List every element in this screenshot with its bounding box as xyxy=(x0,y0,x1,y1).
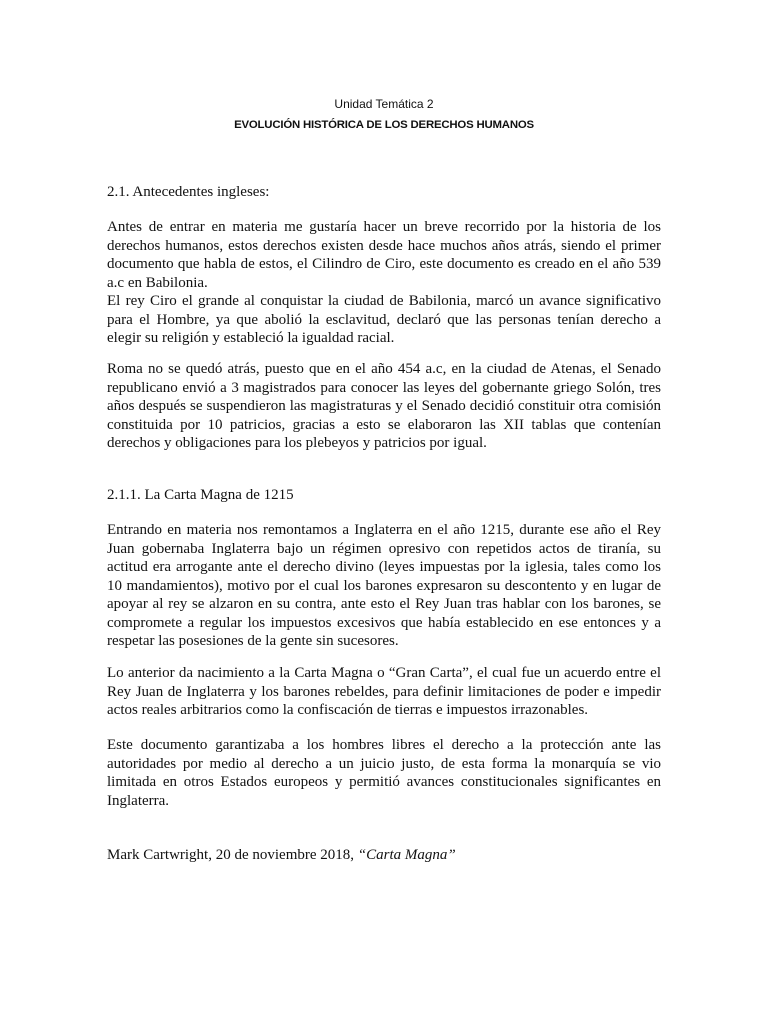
citation-work-title: “Carta Magna” xyxy=(357,847,456,863)
section-2-block-3 xyxy=(107,736,661,810)
paragraph-cilindro-ciro: Antes de entrar en materia me gustaría hacer un breve recorrido por la historia de los derechos humanos, estos derechos existen desde hace muchos años atrás, siendo el primer documento que habla de estos, el Cilindro de Ciro, este documento es creado en el año 539 a.c en Babilonia. xyxy=(107,219,661,291)
section-1-block-1 xyxy=(107,218,661,348)
paragraph-roma: Roma no se quedó atrás, puesto que en el año 454 a.c, en la ciudad de Atenas, el Senado republicano envió a 3 magistrados para conocer las leyes del gobernante griego Solón, tres años después se suspendieron las magistraturas y el Senado decidió constituir otra comisión constituida por 10 patricios, gracias a esto se elaboraron las XII tablas que contenían derechos y obligaciones para los plebeyos y patricios por igual. xyxy=(107,361,661,451)
section-heading-carta-magna xyxy=(107,486,661,505)
paragraph-rey-ciro: El rey Ciro el grande al conquistar la ciudad de Babilonia, marcó un avance significativo para el Hombre, ya que abolió la esclavitud, declaró que las personas tenían derecho a elegir su religión y estableció la igualdad racial. xyxy=(107,293,661,346)
paragraph-gran-carta: Lo anterior da nacimiento a la Carta Magna o “Gran Carta”, el cual fue un acuerdo entre el Rey Juan de Inglaterra y los barones rebeldes, para definir limitaciones de poder e impedir actos reales arbitrarios como la confiscación de tierras e impuestos irrazonables. xyxy=(107,665,661,718)
paragraph-garantias: Este documento garantizaba a los hombres libres el derecho a la protección ante las autoridades por medio al derecho a un juicio justo, de esta forma la monarquía se vio limitada en otros Estados europeos y permitió avances constitucionales significantes en Inglaterra. xyxy=(107,737,661,809)
document-title: EVOLUCIÓN HISTÓRICA DE LOS DERECHOS HUMANOS xyxy=(234,119,534,131)
paragraph-rey-juan: Entrando en materia nos remontamos a Inglaterra en el año 1215, durante ese año el Rey Juan gobernaba Inglaterra bajo un régimen opresivo con repetidos actos de tiranía, su actitud era arrogante ante el derecho divino (leyes impuestas por la iglesia, tales como los 10 mandamientos), motivo por el cual los barones expresaron su descontento y en lugar de apoyar al rey se alzaron en su contra, ante esto el Rey Juan tras hablar con los barones, se compromete a regular los impuestos excesivos que había establecido en ese entonces y a respetar las posesiones de la gente sin sucesores. xyxy=(107,522,661,649)
section-2-block-1 xyxy=(107,521,661,651)
section-heading: 2.1.1. La Carta Magna de 1215 xyxy=(107,487,294,503)
section-heading: 2.1. Antecedentes ingleses: xyxy=(107,184,270,200)
section-heading-antecedentes xyxy=(107,183,661,202)
unit-label: Unidad Temática 2 xyxy=(334,97,434,111)
section-2-block-2 xyxy=(107,664,661,720)
citation-author-date: Mark Cartwright, 20 de noviembre 2018, xyxy=(107,847,358,863)
section-1-block-2 xyxy=(107,360,661,453)
citation xyxy=(107,846,661,865)
